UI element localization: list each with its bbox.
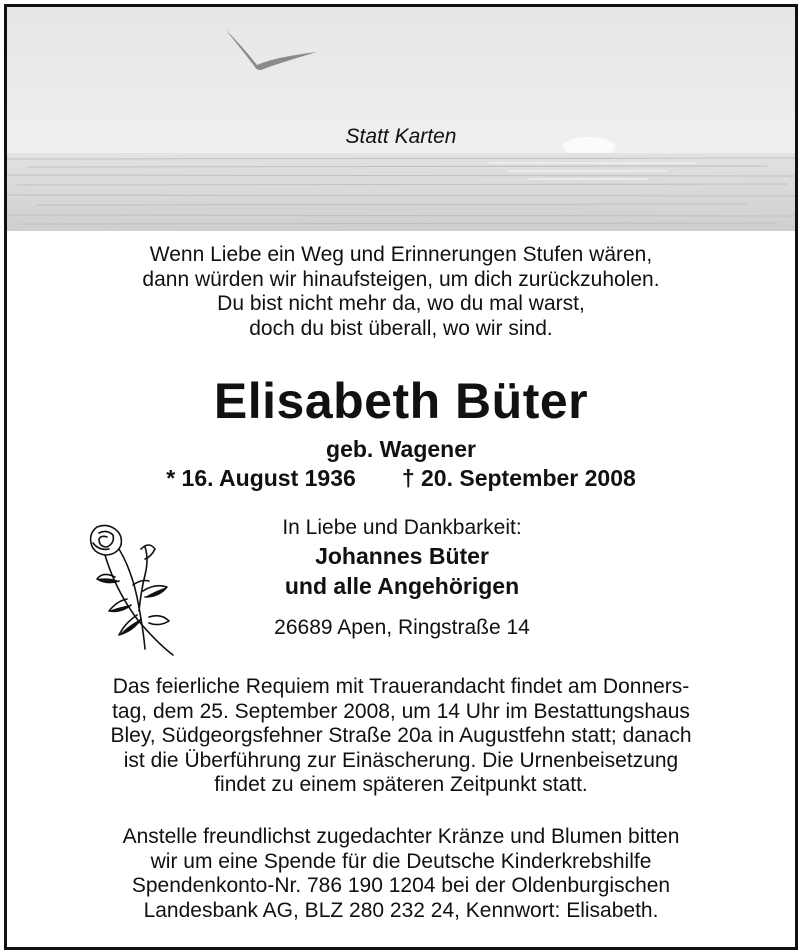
donation-line: wir um eine Spende für die Deutsche Kinderkrebshilfe	[150, 849, 652, 873]
mourners-block	[207, 515, 597, 641]
seascape-header-image	[7, 7, 795, 231]
family-address: 26689 Apen, Ringstraße 14	[274, 616, 530, 639]
other-relatives: und alle Angehörigen	[284, 573, 520, 599]
poem-line: dann würden wir hinaufsteigen, um dich zurückzuholen.	[142, 267, 660, 291]
death-date: † 20. September 2008	[401, 465, 636, 491]
obituary-frame	[4, 4, 798, 950]
statt-karten-subtitle: Statt Karten	[345, 125, 457, 148]
service-line: Das feierliche Requiem mit Trauerandacht findet am Donners-	[112, 675, 690, 698]
gratitude-intro: In Liebe und Dankbarkeit:	[282, 516, 522, 539]
service-line: ist die Überführung zur Einäscherung. Die Urnenbeisetzung	[123, 748, 679, 772]
service-line: findet zu einem späteren Zeitpunkt statt.	[214, 773, 588, 796]
maiden-name: geb. Wagener	[326, 436, 476, 462]
donation-line: Spendenkonto-Nr. 786 190 1204 bei der Oldenburgischen	[131, 874, 671, 897]
donation-line: Anstelle freundlichst zugedachter Kränze und Blumen bitten	[122, 825, 680, 848]
deceased-name: Elisabeth Büter	[213, 373, 589, 429]
memorial-poem	[7, 243, 795, 341]
service-details	[47, 675, 755, 798]
rose-icon	[79, 519, 187, 659]
primary-mourner: Johannes Büter	[315, 543, 489, 569]
birth-date: * 16. August 1936	[166, 465, 356, 491]
poem-line: Du bist nicht mehr da, wo du mal warst,	[217, 292, 585, 315]
service-line: Bley, Südgeorgsfehner Straße 20a in Augustfehn statt; danach	[110, 724, 692, 747]
seascape-illustration	[7, 7, 795, 231]
poem-line: doch du bist überall, wo wir sind.	[249, 316, 553, 340]
poem-line: Wenn Liebe ein Weg und Erinnerungen Stufen wären,	[149, 243, 653, 266]
donation-request	[47, 825, 755, 923]
donation-line: Landesbank AG, BLZ 280 232 24, Kennwort: Elisabeth.	[143, 898, 659, 922]
life-dates	[7, 464, 795, 492]
service-line: tag, dem 25. September 2008, um 14 Uhr im Bestattungshaus	[112, 699, 690, 723]
